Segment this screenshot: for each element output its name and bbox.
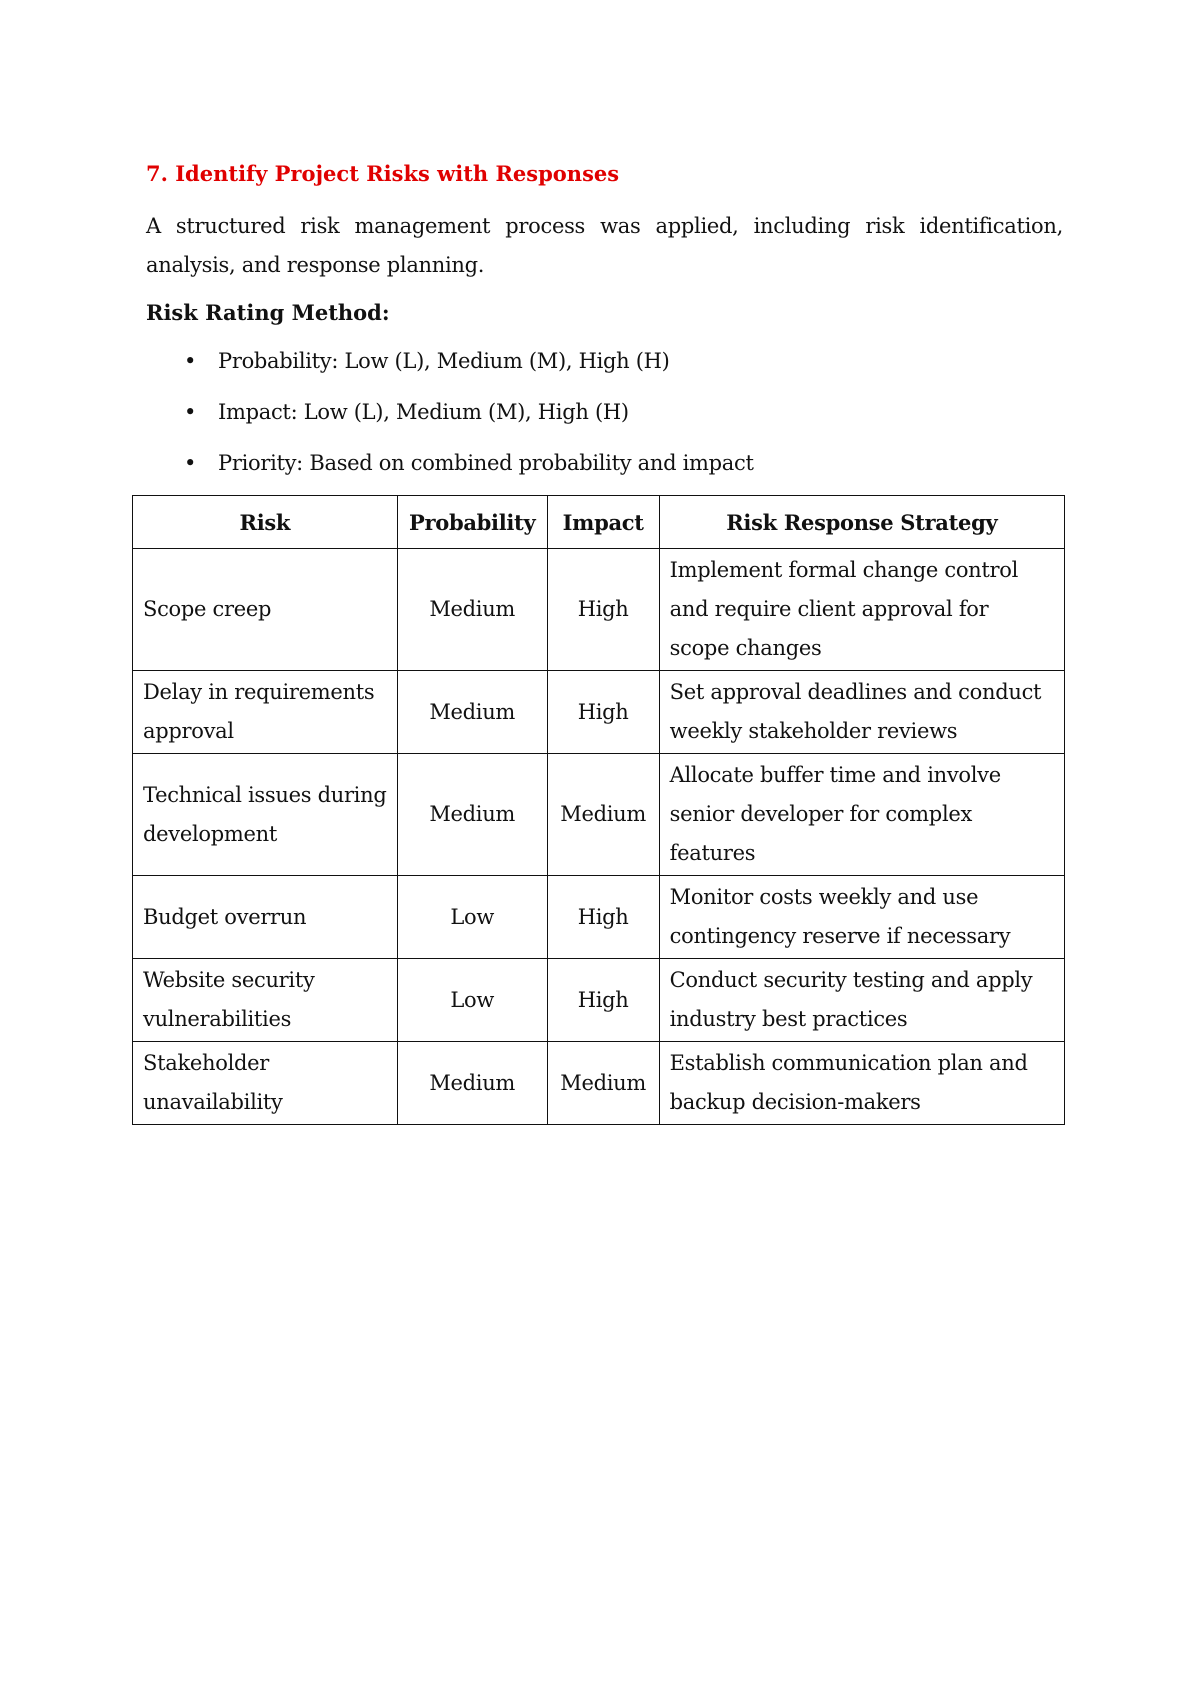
section-heading: 7. Identify Project Risks with Responses [146, 161, 620, 186]
cell-impact: Medium [547, 1042, 659, 1125]
cell-impact: Medium [547, 754, 659, 876]
rating-method-title: Risk Rating Method: [146, 300, 390, 325]
cell-probability: Medium [397, 754, 547, 876]
cell-strategy: Allocate buffer time and involve senior developer for complex features [659, 754, 1064, 876]
bullet-icon: • [184, 451, 197, 475]
intro-paragraph: A structured risk management process was applied, including risk identification, analysis, and response planning. [146, 214, 1063, 277]
table-row [133, 959, 1065, 1042]
cell-strategy: Implement formal change control and require client approval for scope changes [659, 549, 1064, 671]
risk-table [132, 495, 1065, 1125]
header-strategy: Risk Response Strategy [659, 496, 1064, 549]
cell-risk: Website security vulnerabilities [133, 959, 398, 1042]
cell-probability: Medium [397, 671, 547, 754]
cell-strategy: Set approval deadlines and conduct weekly stakeholder reviews [659, 671, 1064, 754]
bullet-item-probability [184, 345, 1063, 396]
cell-impact: High [547, 671, 659, 754]
cell-risk: Budget overrun [133, 876, 398, 959]
cell-risk: Technical issues during development [133, 754, 398, 876]
table-row [133, 549, 1065, 671]
header-risk: Risk [133, 496, 398, 549]
cell-strategy: Establish communication plan and backup decision-makers [659, 1042, 1064, 1125]
rating-method-list [184, 345, 1063, 498]
cell-impact: High [547, 959, 659, 1042]
cell-probability: Low [397, 876, 547, 959]
bullet-item-impact [184, 396, 1063, 447]
cell-risk: Scope creep [133, 549, 398, 671]
bullet-icon: • [184, 400, 197, 424]
table-row [133, 1042, 1065, 1125]
bullet-text: Impact: Low (L), Medium (M), High (H) [218, 400, 629, 424]
table-row [133, 754, 1065, 876]
cell-strategy: Conduct security testing and apply industry best practices [659, 959, 1064, 1042]
cell-strategy: Monitor costs weekly and use contingency reserve if necessary [659, 876, 1064, 959]
bullet-icon: • [184, 349, 197, 373]
table-row [133, 876, 1065, 959]
cell-probability: Low [397, 959, 547, 1042]
header-impact: Impact [547, 496, 659, 549]
cell-impact: High [547, 549, 659, 671]
cell-risk: Stakeholder unavailability [133, 1042, 398, 1125]
header-probability: Probability [397, 496, 547, 549]
cell-probability: Medium [397, 549, 547, 671]
document-page [146, 158, 1063, 498]
table-header-row [133, 496, 1065, 549]
bullet-text: Priority: Based on combined probability and impact [218, 451, 754, 475]
cell-risk: Delay in requirements approval [133, 671, 398, 754]
cell-probability: Medium [397, 1042, 547, 1125]
bullet-text: Probability: Low (L), Medium (M), High (H) [218, 349, 670, 373]
cell-impact: High [547, 876, 659, 959]
bullet-item-priority [184, 447, 1063, 498]
table-row [133, 671, 1065, 754]
